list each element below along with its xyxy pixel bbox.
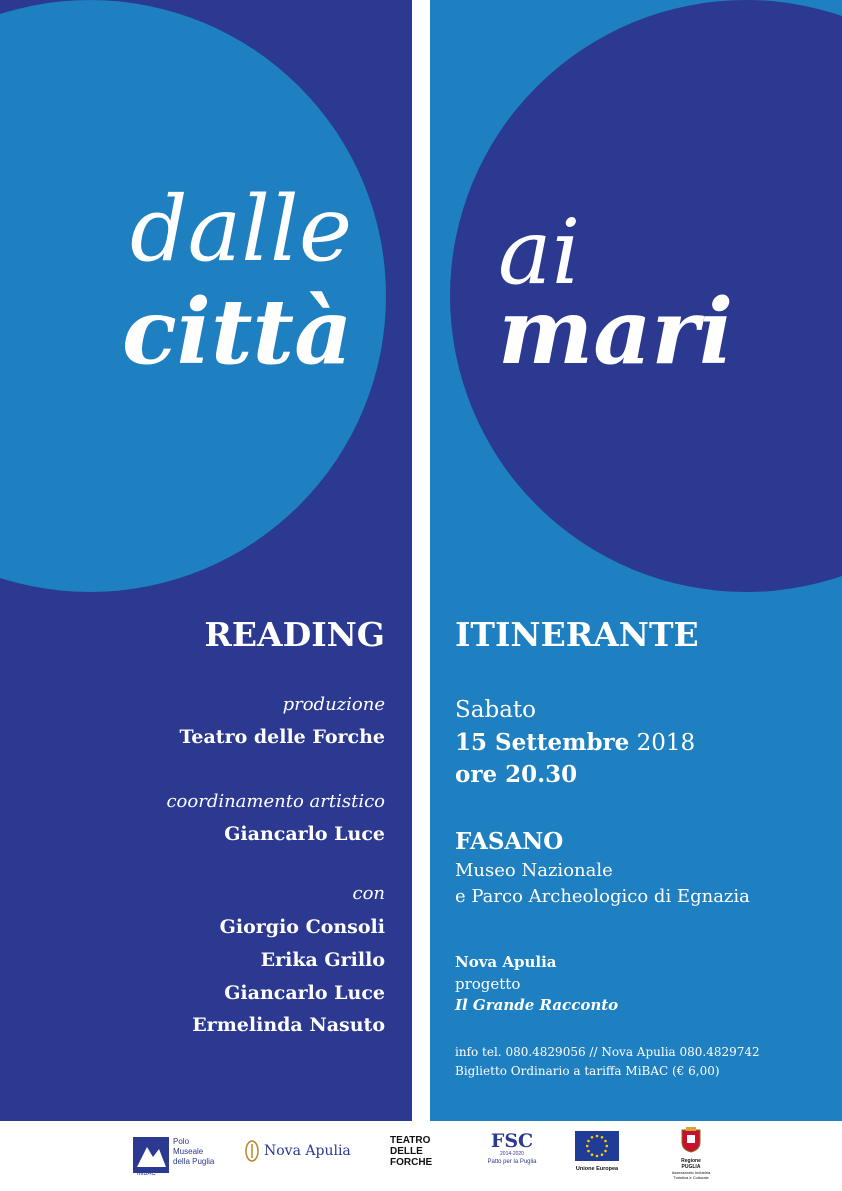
project-name: Il Grande Racconto [455,996,619,1014]
polo-museale-logo [133,1133,228,1177]
left-panel [0,0,412,1121]
title-dalle: dalle [130,177,353,282]
eu-flag-icon [575,1131,619,1161]
teatro-forche-logo [390,1135,450,1175]
fsc-sub: Patto per la Puglia [487,1159,537,1165]
teatro-line: TEATRO [390,1135,431,1146]
regione-crest-icon [680,1127,702,1153]
coord-name: Giancarlo Luce [224,823,385,845]
fsc-years: 2014-2020 [500,1151,524,1157]
polo-line: della Puglia [173,1157,215,1166]
title-ai: ai [498,200,581,305]
production-name: Teatro delle Forche [179,726,385,748]
production-label: produzione [282,694,385,715]
polo-side-text: MiBAC [137,1171,156,1177]
teatro-line: DELLE [390,1146,423,1157]
venue-line-1: Museo Nazionale [455,860,613,881]
cast-member: Giancarlo Luce [224,982,385,1004]
nova-apulia-text: Nova Apulia [264,1143,351,1159]
cast-member: Giorgio Consoli [219,916,385,938]
teatro-line: FORCHE [390,1157,433,1168]
eu-text: Unione Europea [575,1166,619,1172]
reading-heading: READING [204,615,385,654]
organizer: Nova Apulia [455,953,557,971]
cast-member: Erika Grillo [260,949,385,971]
event-date [455,731,695,755]
event-day: Sabato [455,697,536,723]
nova-apulia-icon [244,1139,260,1163]
nova-apulia-logo [244,1137,354,1167]
title-mari: mari [498,279,734,385]
logo-bar [0,1121,842,1191]
regione-text-3: Assessorato Industria [671,1170,711,1175]
itinerante-heading: ITINERANTE [455,615,699,654]
event-date-bold: 15 Settembre [455,729,630,756]
project-label: progetto [455,975,521,993]
cast-member: Ermelinda Nasuto [192,1014,385,1036]
eu-logo [574,1131,620,1181]
regione-text-1: Regione [681,1158,701,1164]
polo-museale-icon [133,1137,169,1173]
regione-text-4: Turistica e Culturale [673,1175,709,1180]
event-city: FASANO [455,828,564,855]
polo-text [173,1137,214,1167]
venue-line-2: e Parco Archeologico di Egnazia [455,886,750,907]
polo-line: Museale [173,1147,204,1156]
coord-label: coordinamento artistico [166,791,385,812]
fsc-text: FSC [490,1130,534,1152]
regione-puglia-logo [666,1127,716,1183]
polo-line: Polo [173,1137,190,1146]
event-time: ore 20.30 [455,761,578,788]
ticket-info: Biglietto Ordinario a tariffa MiBAC (€ 6,00) [455,1064,720,1078]
event-year: 2018 [629,730,696,756]
title-citta: città [122,279,353,385]
right-panel [430,0,842,1121]
cast-label: con [352,883,385,904]
info-phone: info tel. 080.4829056 // Nova Apulia 080.4829742 [455,1045,760,1059]
fsc-logo [482,1131,542,1177]
regione-text-2: PUGLIA [681,1164,701,1170]
